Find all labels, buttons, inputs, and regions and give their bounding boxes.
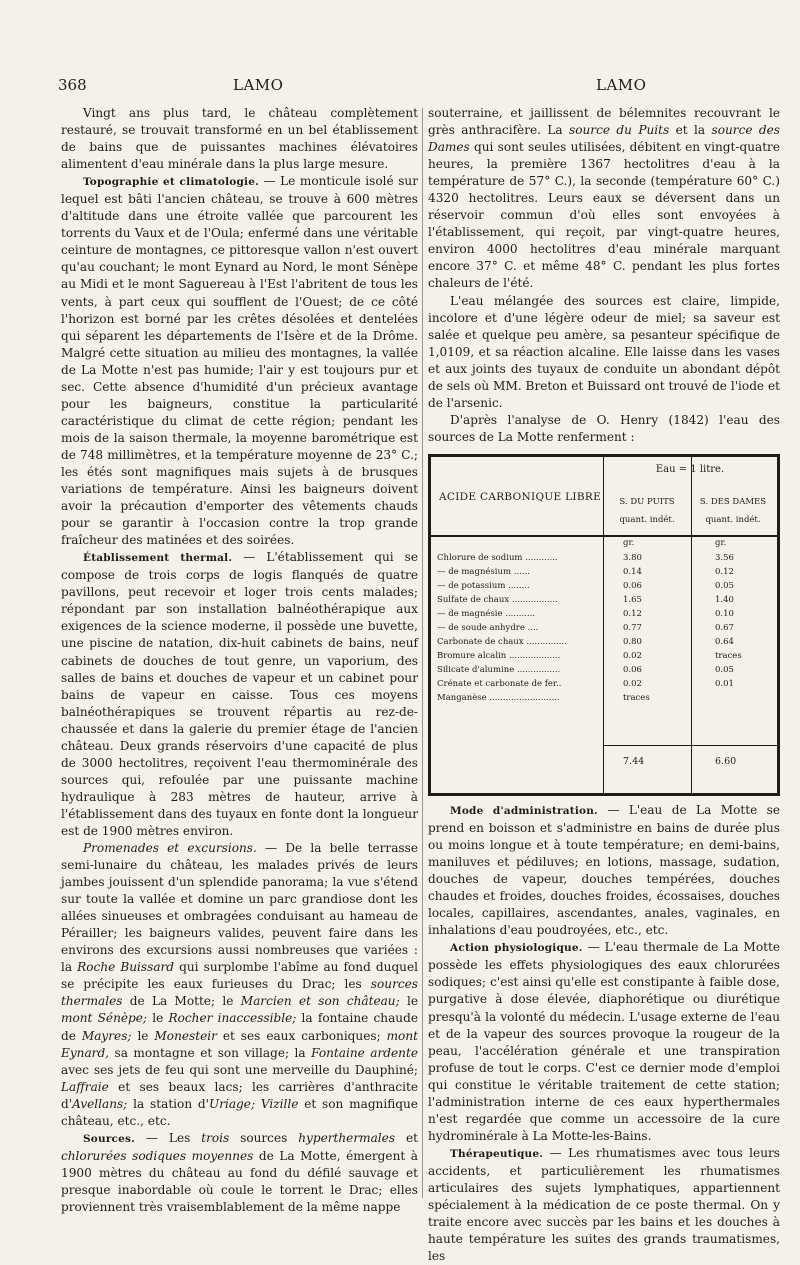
italic-text: sources thermales [61, 977, 418, 1009]
table-row [431, 664, 777, 677]
section-heading: Établissement thermal. [83, 552, 233, 565]
table-row [431, 650, 777, 663]
table-acide-label: ACIDE CARBONIQUE LIBRE [439, 490, 602, 503]
row-label: Sulfate de chaux ................. [437, 594, 558, 605]
text-run: Vingt ans plus tard, le château complètement restauré, se trouvait transformé en un bel établissement de bains que de puissantes machines élévatoires alimentent d'eau minérale dans la plus large mesure. [61, 106, 418, 172]
row-label: — de magnésie ........... [437, 608, 535, 619]
row-value: 0.12 [623, 608, 642, 619]
text-run: L'eau mélangée des sources est claire, limpide, incolore et d'une légère odeur de miel; sa saveur est salée et quelque peu amère, sa pesanteur spécifique de 1,0109, et sa réaction alcaline. Elle laisse dans les vases et aux joints des tuyaux de conduite un abondant dépôt de sels où MM. Breton et Buissard ont trouvé de l'iode et de l'arsenic. [428, 293, 780, 410]
row-value: 0.14 [623, 566, 642, 577]
italic-text: Marcien et son château; [240, 994, 400, 1009]
row-value: 0.67 [715, 622, 734, 633]
page-header [58, 76, 752, 98]
italic-text: mont Sénèpe; [61, 1011, 147, 1026]
row-value: 3.80 [623, 552, 642, 563]
paragraph [61, 173, 418, 549]
text-run: et son magnifique château, etc., etc. [61, 1096, 418, 1128]
row-value: 0.64 [715, 636, 734, 647]
row-label: — de potassium ........ [437, 580, 530, 591]
table-row [431, 608, 777, 621]
row-value: 0.05 [715, 580, 734, 591]
text-run: qui surplombe l'abîme au fond duquel se précipite les eaux furieuses du Drac; les [61, 960, 418, 992]
table-col-puits: S. DU PUITS quant. indét. [619, 496, 675, 525]
paragraph [428, 939, 780, 1145]
italic-text: Laffraie [61, 1079, 109, 1094]
table-row [431, 636, 777, 649]
text-run: souterraine, et jaillissent de bélemnites recouvrant le grès anthracifère. La [428, 106, 780, 138]
row-label: Crénate et carbonate de fer.. [437, 678, 562, 689]
italic-text: Uriage; [209, 1096, 256, 1111]
row-value: 0.10 [715, 608, 734, 619]
table-row [431, 594, 777, 607]
table-total-dames: 6.60 [715, 755, 737, 767]
paragraph [61, 105, 418, 173]
row-value: 1.65 [623, 594, 642, 605]
italic-text: Fontaine ardente [311, 1045, 418, 1060]
text-run: — Le monticule isolé sur lequel est bâti l'ancien château, se trouve à 600 mètres d'altitude dans une étroite vallée que parcourent les torrents du Vaux et de l'Oula; enfermé dans une véritable ceinture de montagnes, ce pittoresque vallon n'est ouvert qu'au couchant; le mont Eynard au Nord, le mont Sénèpe au Midi et le mont Saguereau à l'Est l'abritent de tous les vents, à part ceux qui soufflent de l'Ouest; de ce côté l'horizon est borné par les crêtes désolées et dentelées qui séparent les départements de l'Isère et de la Drôme. Malgré cette situation au milieu des montagnes, la vallée de La Motte n'est pas humide; l'air y est toujours pur et sec. Cette absence d'humidité d'un précieux avantage pour les baigneurs, constitue la particularité caractéristique du climat de cette région; pendant les mois de la saison thermale, la moyenne barométrique est de 748 millimètres, et la température moyenne de 23° C.; les étés sont magnifiques mais sujets à de brusques variations de température. Ainsi les baigneurs doivent avoir la précaution d'emporter des vêtements chauds pour se garantir à l'occasion contre la trop grande fraîcheur des matinées et des soirées. [61, 174, 418, 548]
page-number: 368 [58, 76, 87, 94]
paragraph [428, 1145, 780, 1265]
row-label: Chlorure de sodium ............ [437, 552, 558, 563]
row-value: 0.80 [623, 636, 642, 647]
italic-text: Promenades et excursions. [83, 841, 257, 856]
row-value: 0.05 [715, 664, 734, 675]
left-column [61, 105, 418, 1216]
text-run: de La Motte; le [122, 994, 241, 1009]
table-row [431, 678, 777, 691]
text-run: avec ses jets de feu qui sont une merveille du Dauphiné; [61, 1062, 418, 1077]
italic-text: mont Eynard, [61, 1028, 418, 1060]
section-heading: Topographie et climatologie. [83, 176, 259, 189]
text-run: D'après l'analyse de O. Henry (1842) l'eau des sources de La Motte renferment : [428, 412, 780, 444]
row-value: 0.02 [623, 650, 642, 661]
row-label: — de soude anhydre .... [437, 622, 539, 633]
row-value: 0.06 [623, 580, 642, 591]
paragraph [428, 105, 780, 293]
row-value: 0.06 [623, 664, 642, 675]
table-row [431, 566, 777, 579]
row-value: traces [623, 692, 650, 703]
paragraph [428, 293, 780, 412]
table-row [431, 622, 777, 635]
text-run: et [395, 1130, 418, 1145]
text-run: et ses beaux lacs; les carrières d'anthracite d' [61, 1079, 418, 1111]
italic-text: Roche Buissard [77, 960, 175, 975]
text-run: sa montagne et son village; la [109, 1045, 312, 1060]
text-run: — L'eau de La Motte se prend en boisson et s'administre en bains de durée plus ou moins longue et à toute température; en demi-bains, maniluves et pédiluves; en lotions, massage, sudation, douches de vapeur, douches tempérées, douches chaudes et froides, douches froides, écossaises, douches locales, capillaires, ascendantes, anales, vaginales, en inhalations d'eau poudroyées, etc., etc. [428, 802, 780, 938]
text-run: le [131, 1028, 155, 1043]
row-value: 3.56 [715, 552, 734, 563]
table-unit: gr. [623, 537, 635, 548]
italic-text: Monesteir [154, 1028, 217, 1043]
row-value: traces [715, 650, 742, 661]
paragraph [61, 840, 418, 1130]
paragraph [61, 549, 418, 840]
text-run: la fontaine chaude de [61, 1011, 418, 1043]
table-unit: gr. [715, 537, 727, 548]
italic-text: Rocher inaccessible; [168, 1011, 297, 1026]
right-column-top [428, 105, 780, 446]
row-value: 0.02 [623, 678, 642, 689]
row-label: Carbonate de chaux ............... [437, 636, 567, 647]
table-unit-row [431, 537, 777, 550]
text-run: la station d' [127, 1096, 209, 1111]
table-rows [431, 537, 777, 747]
row-value: 0.77 [623, 622, 642, 633]
section-heading: Mode d'administration. [450, 804, 598, 817]
italic-text: source des Dames [428, 123, 781, 155]
text-run: qui sont seules utilisées, débitent en vingt-quatre heures, la première 1367 hectolitres d'eau à la température de 57° C.), la seconde (température 60° C.) 4320 hectolitres. Leurs eaux se déversent dans un réservoir commun d'où elles sont envoyées à l'établissement, qui reçoit, par vingt-quatre heures, environ 4000 hectolitres d'eau minérale marquant encore 37° C. et même 48° C. pendant les plus fortes chaleurs de l'été. [428, 140, 780, 291]
table-row [431, 552, 777, 565]
right-column [428, 105, 780, 1265]
text-run: — L'établissement qui se compose de trois corps de logis flanqués de quatre pavillons, peut recevoir et loger trois cents malades; répondant par son installation balnéothérapique aux exigences de la science moderne, il possède une buvette, une piscine de natation, dix-huit cabinets de bains, neuf cabinets de douches de tout genre, un vaporium, des salles de bains et douches de vapeur et un cabinet pour bains de vapeur en caisse. Tous ces moyens balnéothérapiques se trouvent répartis au rez-de-chaussée et dans la galerie du premier étage de l'ancien château. Deux grands réservoirs d'une capacité de plus de 3000 hectolitres, reçoivent l'eau thermominérale des sources qui, refoulée par une puissante machine hydraulique à 283 mètres de hauteur, arrive à l'établissement dans des tuyaux en fonte dont la longueur est de 1900 mètres environ. [61, 550, 418, 838]
section-heading: Sources. [83, 1132, 135, 1145]
italic-text: trois [201, 1130, 230, 1145]
text-run: le [399, 994, 418, 1009]
paragraph [428, 802, 780, 939]
italic-text: Vizille [260, 1096, 299, 1111]
section-heading: Thérapeutique. [450, 1147, 544, 1160]
paragraph [61, 1130, 418, 1216]
table-row [431, 580, 777, 593]
table-col-dames: S. DES DAMES quant. indét. [699, 496, 767, 525]
text-run: sources [229, 1130, 299, 1145]
text-run: — L'eau thermale de La Motte possède les effets physiologiques des eaux chlorurées sodiques; c'est ainsi qu'elle est constipante à faible dose, purgative à dose élevée, diaphorétique ou diurétique presqu'à la volonté du médecin. L'usage externe de l'eau et de la vapeur des sources provoque la rougeur de la peau, l'accélération générale et une transpiration profuse de tout le corps. C'est ce dernier mode d'emploi qui constitue le véritable traitement de cette station; l'administration interne de ces eaux hyperthermales n'est regardée que comme un accessoire de la cure hydrominérale à La Motte-les-Bains. [428, 940, 780, 1143]
text-run: de La Motte, émergent à 1900 mètres du château au fond du défilé sauvage et presque inabordable où coule le torrent le Drac; elles proviennent très vraisemblablement de la même nappe [61, 1148, 418, 1214]
italic-text: Avellans; [72, 1096, 128, 1111]
text-run: — Les rhumatismes avec tous leurs accidents, et particulièrement les rhumatismes articulaires des sujets lymphatiques, appartiennent spécialement à la médication de ce poste thermal. On y traite encore avec succès par les bains et les douches à haute température les suites des grands traumatismes, les [428, 1145, 780, 1264]
italic-text: Mayres; [81, 1028, 132, 1043]
running-head-left: LAMO [233, 76, 284, 94]
text-run: et ses eaux carboniques; [216, 1028, 387, 1043]
row-label: Bromure alcalin ................... [437, 650, 561, 661]
right-column-bottom [428, 802, 780, 1265]
italic-text: chlorurées sodiques moyennes [61, 1148, 254, 1163]
italic-text: hyperthermales [298, 1130, 396, 1145]
column-divider [422, 108, 423, 1198]
text-run: — Les [135, 1130, 202, 1145]
italic-text: source du Puits [569, 123, 670, 138]
row-label: — de magnésium ...... [437, 566, 530, 577]
row-label: Manganèse .......................... [437, 692, 560, 703]
row-value: 0.12 [715, 566, 734, 577]
analysis-table [428, 454, 780, 796]
text-run: le [147, 1011, 169, 1026]
row-label: Silicate d'alumine ................ [437, 664, 561, 675]
section-heading: Action physiologique. [450, 942, 583, 955]
row-value: 0.01 [715, 678, 734, 689]
table-row [431, 692, 777, 705]
text-run: — De la belle terrasse semi-lunaire du château, les malades privés de leurs jambes jouissent d'un splendide panorama; la vue s'étend sur toute la vallée et domine un parc grandiose dont les allées sinueuses et ombragées conduisant au hameau de Pérailler; les baigneurs valides, peuvent faire dans les environs des excursions aussi nombreuses que variées : la [61, 841, 418, 975]
text-run: et la [669, 123, 712, 138]
paragraph [428, 412, 780, 446]
row-value: 1.40 [715, 594, 734, 605]
table-eau-label: Eau = 1 litre. [655, 463, 725, 475]
table-total-puits: 7.44 [623, 755, 645, 767]
running-head-right: LAMO [596, 76, 647, 94]
